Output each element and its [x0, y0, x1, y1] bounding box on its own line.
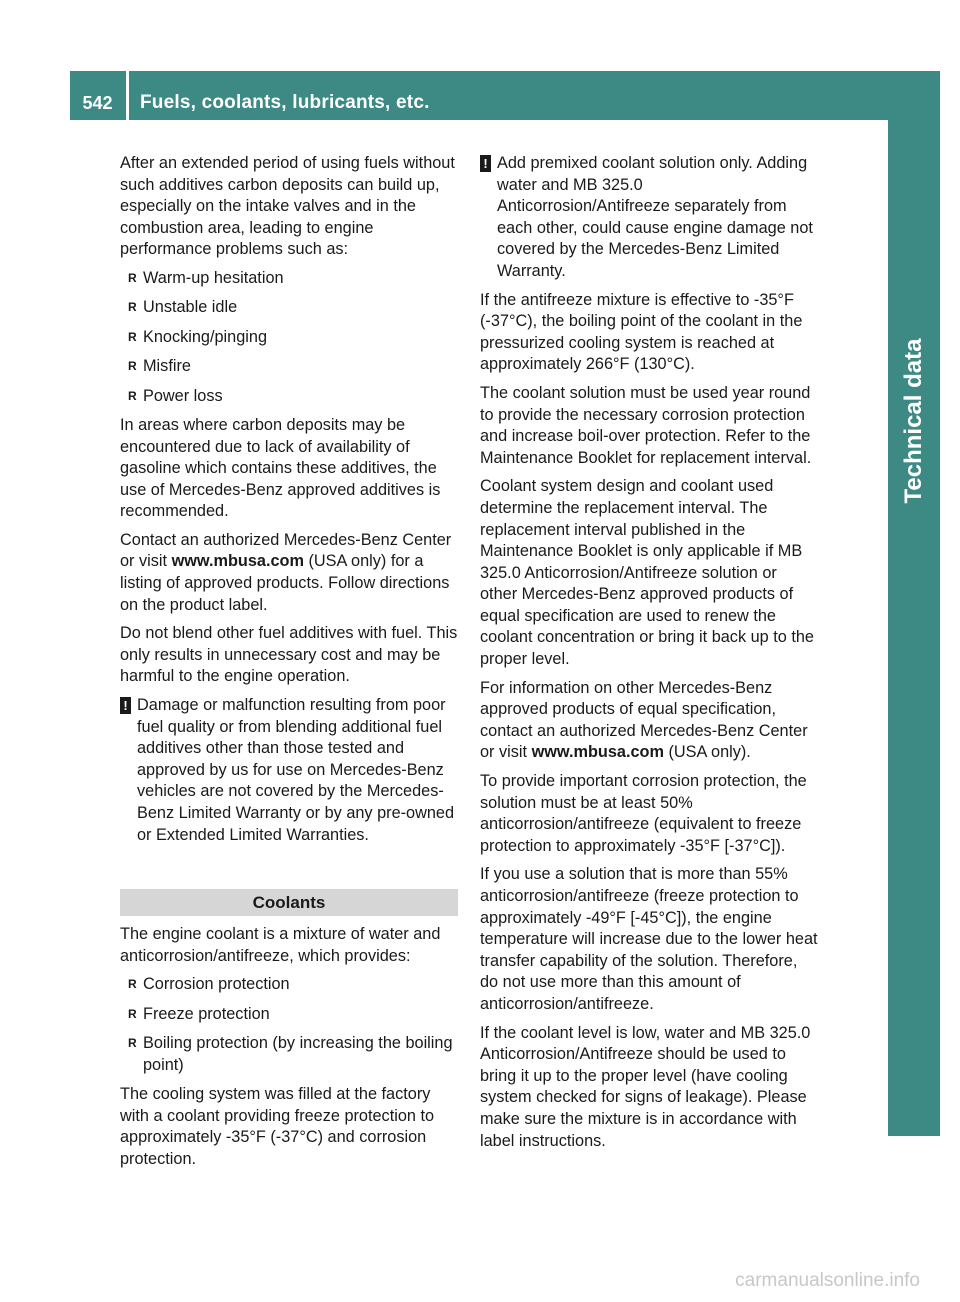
section-side-tab — [888, 71, 940, 1136]
bullet-icon: R — [128, 1036, 137, 1051]
paragraph: If you use a solution that is more than 55% anticorrosion/antifreeze (freeze protection to approximately -49°F [-45°C]), the engine temperature will increase due to the lower heat transfer capability of the solution. Therefore, do not use more than this amount of anticorrosion/antifreeze. — [480, 865, 818, 1013]
website-link[interactable]: www.mbusa.com — [171, 552, 304, 571]
section-heading: Coolants — [120, 889, 458, 916]
paragraph: If the coolant level is low, water and MB 325.0 Anticorrosion/Antifreeze should be used to bring it up to the proper level (have cooling system checked for signs of leakage). Please make sure the mixture is in accordance with label instructions. — [480, 1023, 811, 1150]
paragraph: After an extended period of using fuels without such additives carbon deposits can build up, especially on the intake valves and in the combustion area, leading to engine performance problems such as: — [120, 154, 455, 259]
warning-text: Add premixed coolant solution only. Adding water and MB 325.0 Anticorrosion/Antifreeze separately from each other, could cause engine damage not covered by the Mercedes-Benz Limited Warranty. — [497, 154, 813, 280]
paragraph: If the antifreeze mixture is effective to -35°F (-37°C), the boiling point of the coolant in the pressurized cooling system is reached at approximately 266°F (130°C). — [480, 290, 803, 374]
warning-note — [120, 695, 458, 846]
bullet-icon: R — [128, 359, 137, 374]
list-item: R Freeze protection — [128, 1004, 458, 1026]
left-column — [120, 153, 458, 1178]
watermark: carmanualsonline.info — [735, 1270, 920, 1291]
paragraph: To provide important corrosion protection, the solution must be at least 50% anticorrosion/antifreeze (equivalent to freeze protection to approximately -35°F [-37°C]). — [480, 772, 807, 855]
header-divider — [126, 71, 129, 120]
bullet-icon: R — [128, 300, 137, 315]
warning-icon: ! — [120, 697, 131, 714]
page-number: 542 — [82, 93, 113, 113]
paragraph: Do not blend other fuel additives with fuel. This only results in unnecessary cost and may be harmful to the engine operation. — [120, 624, 458, 686]
paragraph: Contact an authorized Mercedes-Benz Center or visit www.mbusa.com (USA only) for a listing of approved products. Follow directions on the product label. — [120, 530, 452, 614]
list-item: R Unstable idle — [128, 297, 458, 319]
bullet-icon: R — [128, 1006, 137, 1021]
side-tab-label: Technical data — [900, 338, 927, 504]
warning-note — [480, 153, 818, 283]
coolant-benefits-list — [120, 974, 458, 1076]
paragraph: The coolant solution must be used year round to provide the necessary corrosion protection and increase boil-over protection. Refer to the Maintenance Booklet for replacement interval. — [480, 383, 812, 467]
bullet-icon: R — [128, 977, 137, 992]
paragraph: For information on other Mercedes-Benz approved products of equal specification, contact an authorized Mercedes-Benz Center or visit www.mbusa.com (USA only). — [480, 678, 808, 762]
list-item: R Boiling protection (by increasing the boiling point) — [128, 1034, 453, 1074]
page-header — [70, 71, 888, 120]
list-item: R Knocking/pinging — [128, 327, 458, 349]
page-title: Fuels, coolants, lubricants, etc. — [140, 92, 430, 113]
list-item: R Misfire — [128, 356, 458, 378]
list-item: R Corrosion protection — [128, 974, 458, 996]
paragraph: In areas where carbon deposits may be encountered due to lack of availability of gasoline which contains these additives, the use of Mercedes-Benz approved additives is recommended. — [120, 415, 441, 521]
paragraph: Coolant system design and coolant used determine the replacement interval. The replacement interval published in the Maintenance Booklet is only applicable if MB 325.0 Anticorrosion/Antifreeze solution or other Mercedes-Benz approved products of equal specification are used to renew the coolant concentration or bring it back up to the proper level. — [480, 477, 814, 669]
website-link[interactable]: www.mbusa.com — [531, 743, 664, 762]
bullet-icon: R — [128, 329, 137, 344]
paragraph: The engine coolant is a mixture of water and anticorrosion/antifreeze, which provides: — [120, 925, 441, 965]
bullet-icon: R — [128, 270, 137, 285]
list-item: R Warm-up hesitation — [128, 268, 458, 290]
right-column — [480, 153, 818, 1159]
warning-icon: ! — [480, 155, 491, 172]
symptom-list — [120, 268, 458, 407]
list-item: R Power loss — [128, 386, 458, 408]
bullet-icon: R — [128, 388, 137, 403]
paragraph: The cooling system was filled at the factory with a coolant providing freeze protection to approximately -35°F (-37°C) and corrosion protection. — [120, 1085, 435, 1168]
warning-text: Damage or malfunction resulting from poor fuel quality or from blending additional fuel additives other than those tested and approved by us for use on Mercedes-Benz vehicles are not covered by the Mercedes-Benz Limited Warranty or by any pre-owned or Extended Limited Warranties. — [137, 696, 455, 844]
